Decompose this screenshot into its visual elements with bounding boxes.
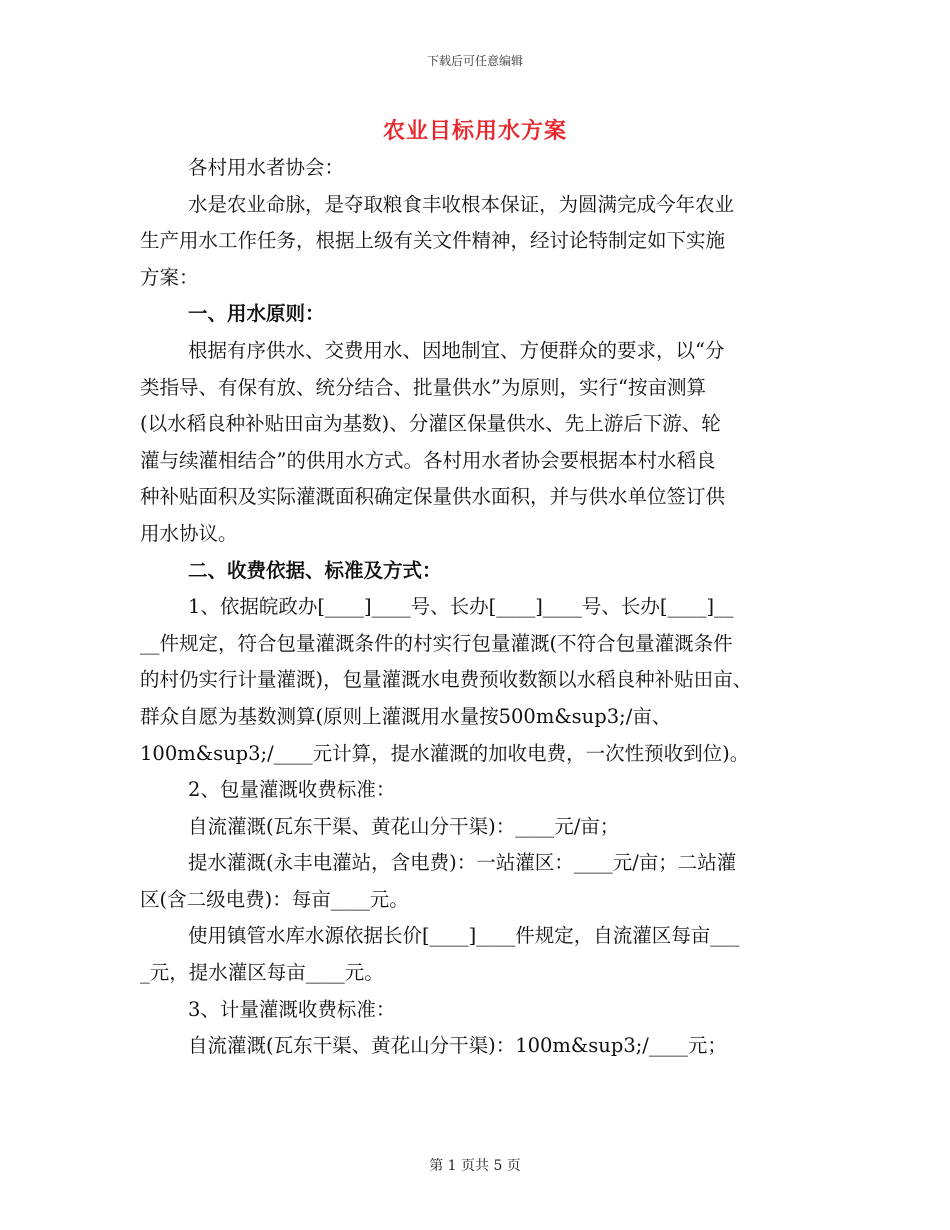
body-line: 水是农业命脉，是夺取粮食丰收根本保证，为圆满完成今年农业	[188, 192, 735, 216]
subsection-heading: 2、包量灌溉收费标准：	[188, 778, 396, 802]
page-number: 第 1 页共 5 页	[429, 1158, 521, 1174]
body-line: 提水灌溉(永丰电灌站，含电费)：一站灌区：____元/亩；二站灌	[188, 851, 737, 875]
body-line: 类指导、有保有放、统分结合、批量供水”为原则，实行“按亩测算	[140, 375, 706, 399]
body-line: 1、依据皖政办[____]____号、长办[____]____号、长办[____]__	[188, 595, 734, 619]
document-title: 农业目标用水方案	[382, 118, 567, 144]
subsection-heading: 3、计量灌溉收费标准：	[188, 997, 396, 1021]
document-body	[140, 150, 812, 1065]
body-line: (以水稻良种补贴田亩为基数)、分灌区保量供水、先上游后下游、轮	[140, 412, 721, 436]
body-line: 方案：	[140, 265, 199, 289]
section-heading: 一、用水原则：	[188, 302, 325, 326]
body-line: 根据有序供水、交费用水、因地制宜、方便群众的要求，以“分	[188, 338, 725, 362]
body-line: 100m&sup3;/____元计算，提水灌溉的加收电费，一次性预收到位)。	[140, 741, 750, 765]
body-line: 自流灌溉(瓦东干渠、黄花山分干渠)：100m&sup3;/____元；	[188, 1034, 727, 1058]
body-line: 种补贴面积及实际灌溉面积确定保量供水面积，并与供水单位签订供	[140, 485, 726, 509]
body-line: 群众自愿为基数测算(原则上灌溉用水量按500m&sup3;/亩、	[140, 704, 672, 728]
body-line: 区(含二级电费)：每亩____元。	[140, 887, 409, 911]
body-line: 使用镇管水库水源依据长价[____]____件规定，自流灌区每亩___	[188, 924, 740, 948]
body-line: 自流灌溉(瓦东干渠、黄花山分干渠)：____元/亩；	[188, 814, 620, 838]
section-heading: 二、收费依据、标准及方式：	[188, 558, 442, 582]
body-line: _元，提水灌区每亩____元。	[140, 961, 384, 985]
body-line: __件规定，符合包量灌溉条件的村实行包量灌溉(不符合包量灌溉条件	[140, 631, 733, 655]
salutation: 各村用水者协会：	[188, 156, 345, 179]
body-line: 用水协议。	[140, 521, 238, 545]
body-line: 的村仍实行计量灌溉)，包量灌溉水电费预收数额以水稻良种补贴田亩、	[140, 668, 753, 692]
body-line: 生产用水工作任务，根据上级有关文件精神，经讨论特制定如下实施	[140, 229, 726, 253]
body-line: 灌与续灌相结合”的供用水方式。各村用水者协会要根据本村水稻良	[140, 448, 716, 472]
header-note: 下载后可任意编辑	[426, 54, 523, 68]
